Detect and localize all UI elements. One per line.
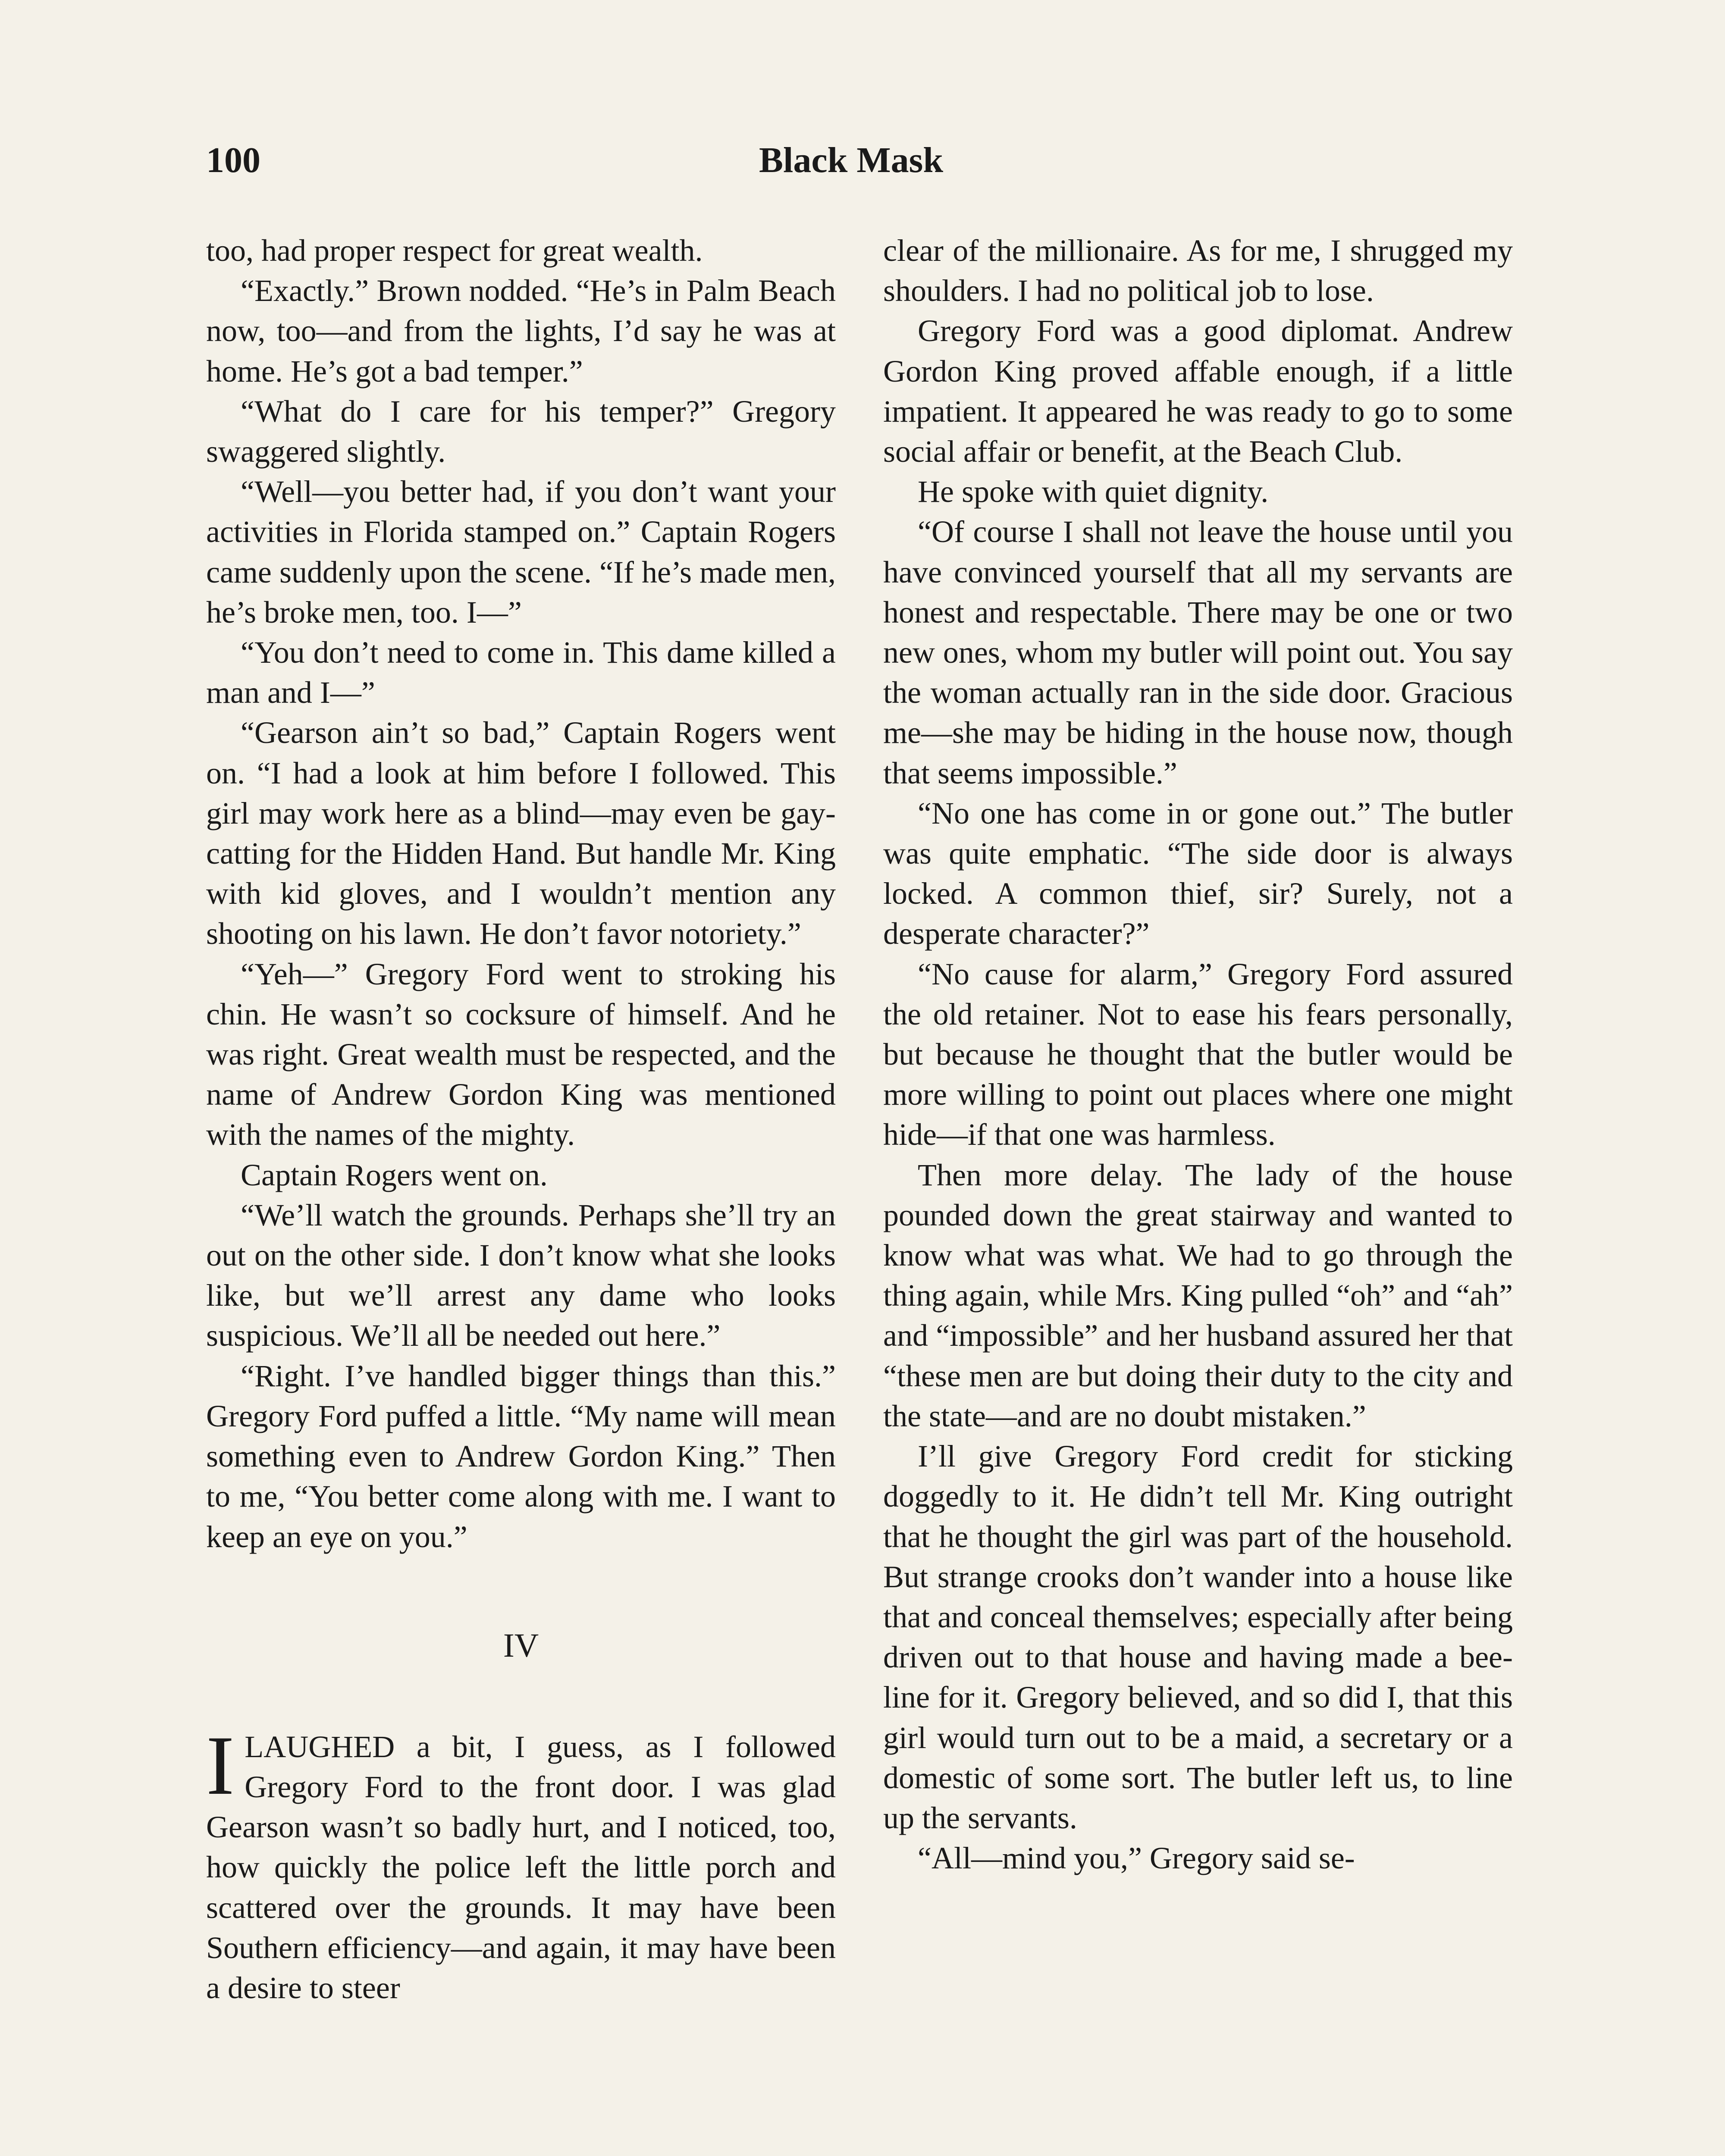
paragraph: “What do I care for his temper?” Gregory swaggered slightly. (206, 394, 836, 469)
paragraph: Then more delay. The lady of the house pounded down the great stairway and wanted to know what was what. We had to go through the thing again, while Mrs. King pulled “oh” and “ah” and “impossible” and her husband assured her that “these men are but doing their duty to the city and the state—and are no doubt mistaken.” (883, 1157, 1513, 1433)
drop-cap-paragraph-text: LAUGHED a bit, I guess, as I followed Gregory Ford to the front door. I was glad Gearson wasn’t so badly hurt, and I noticed, too, how quickly the police left the little porch and scattered over the grounds. It may have been Southern efficiency—and again, it may have been a desire to steer (206, 1729, 836, 2005)
drop-cap-paragraph (206, 1718, 836, 2008)
paragraph: “Gearson ain’t so bad,” Captain Rogers went on. “I had a look at him before I followed. This girl may work here as a blind—may even be gay-catting for the Hidden Hand. But handle Mr. King with kid gloves, and I wouldn’t mention any shooting on his lawn. He don’t favor notoriety.” (206, 715, 836, 951)
paragraph: “Exactly.” Brown nodded. “He’s in Palm Beach now, too—and from the lights, I’d say he was at home. He’s got a bad temper.” (206, 273, 836, 389)
paragraph: “Yeh—” Gregory Ford went to stroking his chin. He wasn’t so cocksure of himself. And he was right. Great wealth must be respected, and the name of Andrew Gordon King was mentioned with the names of the mighty. (206, 956, 836, 1152)
paragraph: “No cause for alarm,” Gregory Ford assured the old retainer. Not to ease his fears personally, but because he thought that the butler would be more willing to point out places where one might hide—if that one was harmless. (883, 956, 1513, 1152)
right-column (883, 231, 1513, 1878)
paragraph: “You don’t need to come in. This dame killed a man and I—” (206, 635, 836, 710)
paragraph: “Right. I’ve handled bigger things than this.” Gregory Ford puffed a little. “My name will mean something even to Andrew Gordon King.” Then to me, “You better come along with me. I want to keep an eye on you.” (206, 1358, 836, 1554)
paragraph: I’ll give Gregory Ford credit for sticking doggedly to it. He didn’t tell Mr. King outright that he thought the girl was part of the household. But strange crooks don’t wander into a house like that and conceal themselves; especially after being driven out to that house and having made a bee-line for it. Gregory believed, and so did I, that this girl would turn out to be a maid, a secretary or a domestic of some sort. The butler left us, to line up the servants. (883, 1439, 1513, 1835)
paragraph: Gregory Ford was a good diplomat. Andrew Gordon King proved affable enough, if a little impatient. It appeared he was ready to go to some social affair or benefit, at the Beach Club. (883, 313, 1513, 469)
page-number: 100 (206, 140, 260, 180)
paragraph: “We’ll watch the grounds. Perhaps she’ll try an out on the other side. I don’t know what she looks like, but we’ll arrest any dame who looks suspicious. We’ll all be needed out here.” (206, 1197, 836, 1353)
paragraph: “Well—you better had, if you don’t want your activities in Florida stamped on.” Captain Rogers came suddenly upon the scene. “If he’s made men, he’s broke men, too. I—” (206, 474, 836, 630)
drop-cap-letter: I (206, 1718, 235, 1812)
section-heading: IV (503, 1626, 539, 1664)
left-column (206, 231, 836, 2008)
paragraph: “All—mind you,” Gregory said se- (918, 1841, 1355, 1876)
paragraph: clear of the millionaire. As for me, I shrugged my shoulders. I had no political job to lose. (883, 233, 1513, 308)
paragraph: “No one has come in or gone out.” The butler was quite emphatic. “The side door is always locked. A common thief, sir? Surely, not a desperate character?” (883, 796, 1513, 951)
paragraph: Captain Rogers went on. (241, 1157, 548, 1192)
paragraph: “Of course I shall not leave the house until you have convinced yourself that all my servants are honest and respectable. There may be one or two new ones, whom my butler will point out. You say the woman actually ran in the side door. Gracious me—she may be hiding in the house now, though that seems impossible.” (883, 514, 1513, 790)
magazine-title: Black Mask (759, 140, 944, 180)
paragraph: He spoke with quiet dignity. (918, 474, 1269, 509)
paragraph: too, had proper respect for great wealth. (206, 233, 703, 268)
